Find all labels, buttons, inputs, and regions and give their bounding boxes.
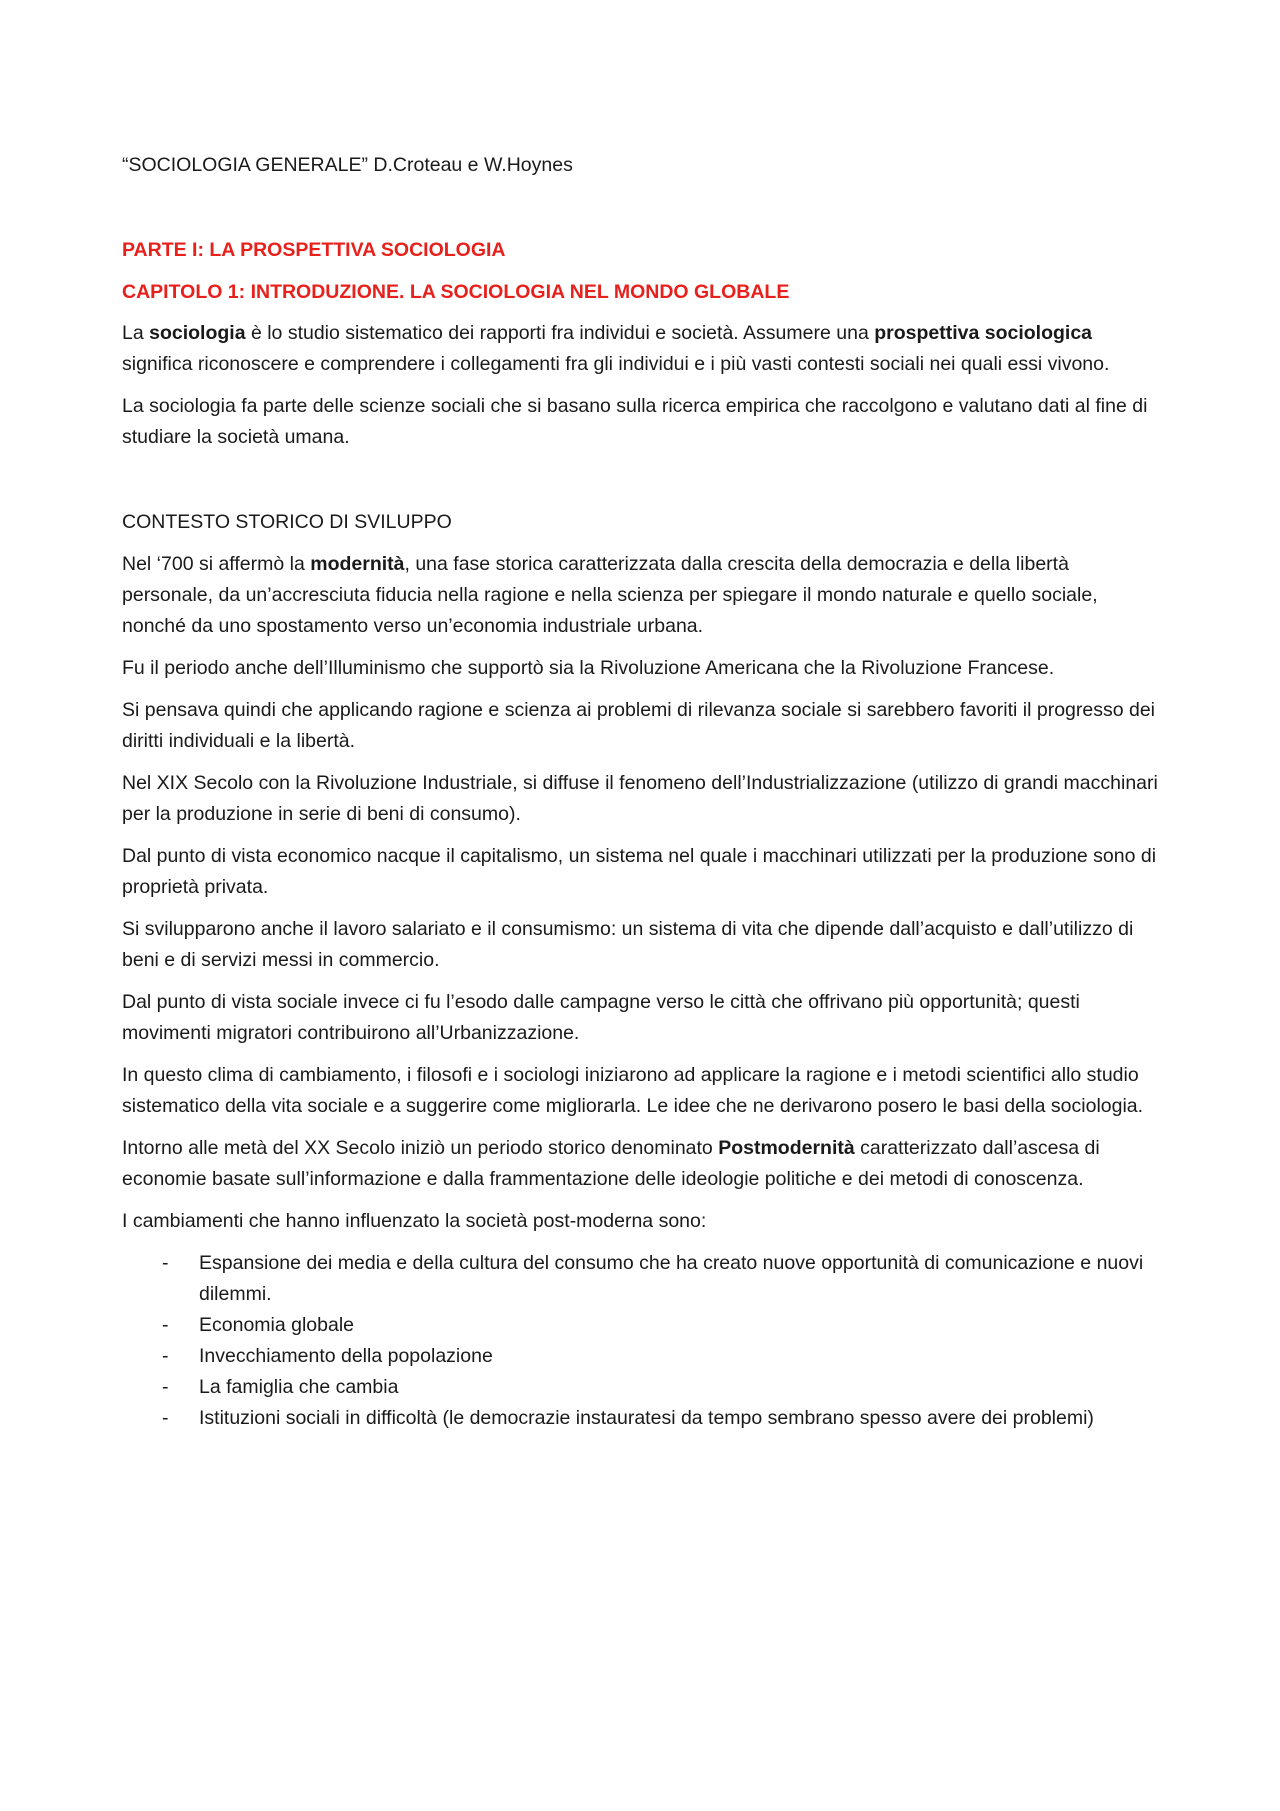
changes-list <box>122 1248 1160 1434</box>
section-paragraph-10: I cambiamenti che hanno influenzato la società post-moderna sono: <box>122 1210 707 1232</box>
list-item <box>122 1341 1160 1372</box>
section-p9-text-c: caratterizzato dall’ascesa di economie basate sull’informazione e dalla frammentazione delle ideologie politiche e dei metodi di conoscenza. <box>122 1137 1100 1190</box>
section-paragraph-1 <box>122 549 1160 642</box>
section-heading: CONTESTO STORICO DI SVILUPPO <box>122 511 452 533</box>
intro-p1-text-c: è lo studio sistematico dei rapporti fra individui e società. Assumere una <box>245 322 875 344</box>
section-paragraph-8: In questo clima di cambiamento, i filosofi e i sociologi iniziarono ad applicare la ragione e i metodi scientifici allo studio sistematico della vita sociale e a suggerire come migliorarla. Le idee che ne derivarono posero le basi della sociologia. <box>122 1064 1144 1117</box>
list-item <box>122 1372 1160 1403</box>
section-p1-text-c: , una fase storica caratterizzata dalla crescita della democrazia e della libertà personale, da un’accresciuta fiducia nella ragione e nella scienza per spiegare il mondo naturale e quello sociale, nonché da uno spostamento verso un’economia industriale urbana. <box>122 553 1098 637</box>
list-item-text: Espansione dei media e della cultura del consumo che ha creato nuove opportunità di comunicazione e nuovi dilemmi. <box>199 1252 1144 1305</box>
term-prospettiva-sociologica: prospettiva sociologica <box>874 322 1093 344</box>
section-paragraph-2: Fu il periodo anche dell’Illuminismo che supportò sia la Rivoluzione Americana che la Rivoluzione Francese. <box>122 657 1055 679</box>
list-item-text: Economia globale <box>199 1314 355 1336</box>
section-paragraph-6: Si svilupparono anche il lavoro salariato e il consumismo: un sistema di vita che dipende dall’acquisto e dall’utilizzo di beni e di servizi messi in commercio. <box>122 918 1134 971</box>
section-paragraph-5: Dal punto di vista economico nacque il capitalismo, un sistema nel quale i macchinari utilizzati per la produzione sono di proprietà privata. <box>122 845 1157 898</box>
document-title: “SOCIOLOGIA GENERALE” D.Croteau e W.Hoynes <box>122 154 573 176</box>
list-item <box>122 1248 1160 1310</box>
bullet-dash: - <box>162 1407 169 1429</box>
section-paragraph-9 <box>122 1133 1160 1195</box>
chapter-heading: CAPITOLO 1: INTRODUZIONE. LA SOCIOLOGIA NEL MONDO GLOBALE <box>122 281 790 303</box>
part-heading: PARTE I: LA PROSPETTIVA SOCIOLOGIA <box>122 239 506 261</box>
list-item-text: La famiglia che cambia <box>199 1376 399 1398</box>
section-paragraph-3: Si pensava quindi che applicando ragione e scienza ai problemi di rilevanza sociale si sarebbero favoriti il progresso dei diritti individuali e la libertà. <box>122 699 1156 752</box>
bullet-dash: - <box>162 1376 169 1398</box>
term-sociologia: sociologia <box>149 322 246 344</box>
intro-p1-text-a: La <box>122 322 150 344</box>
term-modernita: modernità <box>310 553 405 575</box>
list-item <box>122 1403 1160 1434</box>
section-paragraph-7: Dal punto di vista sociale invece ci fu l’esodo dalle campagne verso le città che offrivano più opportunità; questi movimenti migratori contribuirono all’Urbanizzazione. <box>122 991 1080 1044</box>
section-paragraph-4: Nel XIX Secolo con la Rivoluzione Industriale, si diffuse il fenomeno dell’Industrializzazione (utilizzo di grandi macchinari per la produzione in serie di beni di consumo). <box>122 772 1158 825</box>
bullet-dash: - <box>162 1252 169 1274</box>
list-item-text: Invecchiamento della popolazione <box>199 1345 493 1367</box>
term-postmodernita: Postmodernità <box>718 1137 855 1159</box>
intro-paragraph-2: La sociologia fa parte delle scienze sociali che si basano sulla ricerca empirica che raccolgono e valutano dati al fine di studiare la società umana. <box>122 395 1148 448</box>
intro-p1-text-e: significa riconoscere e comprendere i collegamenti fra gli individui e i più vasti contesti sociali nei quali essi vivono. <box>122 353 1110 375</box>
bullet-dash: - <box>162 1345 169 1367</box>
list-item <box>122 1310 1160 1341</box>
list-item-text: Istituzioni sociali in difficoltà (le democrazie instauratesi da tempo sembrano spesso avere dei problemi) <box>199 1407 1094 1429</box>
bullet-dash: - <box>162 1314 169 1336</box>
intro-paragraph-1 <box>122 318 1160 380</box>
section-p9-text-a: Intorno alle metà del XX Secolo iniziò un periodo storico denominato <box>122 1137 719 1159</box>
section-p1-text-a: Nel ‘700 si affermò la <box>122 553 311 575</box>
